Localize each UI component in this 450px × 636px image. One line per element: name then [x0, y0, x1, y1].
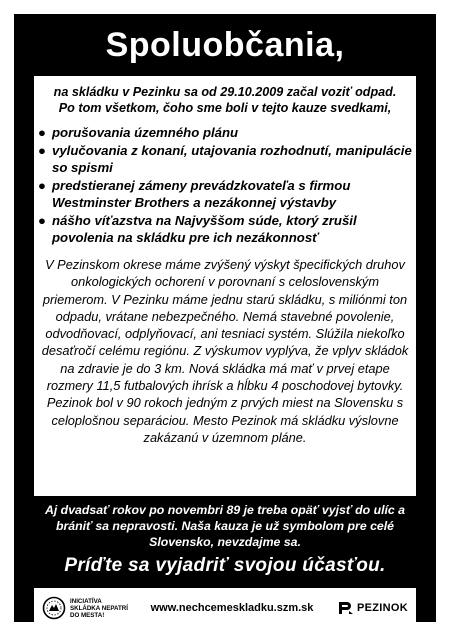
- list-item: [38, 142, 412, 176]
- closing-section: [34, 498, 416, 578]
- initiative-logo-icon: [42, 596, 66, 620]
- initiative-line-3: DO MESTA!: [70, 611, 105, 619]
- bullet-text: porušovania územného plánu: [52, 125, 239, 140]
- poster-title: Spoluobčania,: [105, 26, 345, 64]
- bullet-icon: ●: [38, 178, 46, 193]
- website-link[interactable]: www.nechcemeskladku.szm.sk: [150, 602, 314, 614]
- bullet-icon: ●: [38, 213, 46, 228]
- bullet-text: predstieranej zámeny prevádzkovateľa s firmou Westminster Brothers a nezákonnej výstavby: [52, 178, 351, 210]
- bullet-icon: ●: [38, 125, 46, 140]
- intro-panel: [34, 76, 416, 496]
- pezinok-logo: [330, 601, 408, 615]
- list-item: [38, 124, 412, 141]
- pezinok-logo-icon: [338, 601, 354, 615]
- list-item: [38, 212, 412, 246]
- footer-bar: [34, 588, 416, 622]
- bullet-icon: ●: [38, 143, 46, 158]
- initiative-line-1: INICIATÍVA: [70, 597, 102, 605]
- initiative-logo: [42, 596, 134, 620]
- pezinok-text: PEZINOK: [357, 602, 408, 614]
- initiative-line-2: SKLÁDKA NEPATRÍ: [70, 604, 128, 612]
- list-item: [38, 177, 412, 211]
- closing-text: Aj dvadsať rokov po novembri 89 je treba opäť vyjsť do ulíc a brániť sa nepravosti. Naša kauza je už symbolom pre celé Slovensko, nevzdajme sa.: [44, 503, 406, 549]
- body-paragraph: V Pezinskom okrese máme zvýšený výskyt špecifických druhov onkologických ochorení v porovnaní s celoslovenským priemerom. V Pezinku máme jednu starú skládku, s miliónmi ton odpadu, vrátane nebezpečného. Nemá stavebné povolenie, odvodňovací, odplyňovací, ani tesniaci systém. Slúžila niekoľko desaťročí celému regiónu. Z výskumov vyplýva, že vplyv skládok na zdravie je do 3 km. Nová skládka má mať v prvej etape rozmery 11,5 futbalových ihrísk a hĺbku 4 poschodovej bytovky. Pezinok bol v 90 rokoch jedným z prvých miest na Slovensku s celoplošnou separáciou. Mesto Pezinok má skládku výslovne zakázanú v územnom pláne.: [41, 257, 409, 445]
- intro-line-1: na skládku v Pezinku sa od 29.10.2009 začal voziť odpad.: [53, 85, 397, 99]
- intro-line-2: Po tom všetkom, čoho sme boli v tejto kauze svedkami,: [58, 101, 392, 115]
- bullet-text: vylučovania z konaní, utajovania rozhodnutí, manipulácie so spismi: [52, 143, 412, 175]
- call-to-action: Príďte sa vyjadriť svojou účasťou.: [64, 555, 386, 576]
- bullet-list: [34, 124, 416, 246]
- poster: [14, 14, 436, 622]
- bullet-text: nášho víťazstva na Najvyššom súde, ktorý zrušil povolenia na skládku pre ich nezákonnosť: [52, 213, 357, 245]
- initiative-text: [70, 598, 128, 619]
